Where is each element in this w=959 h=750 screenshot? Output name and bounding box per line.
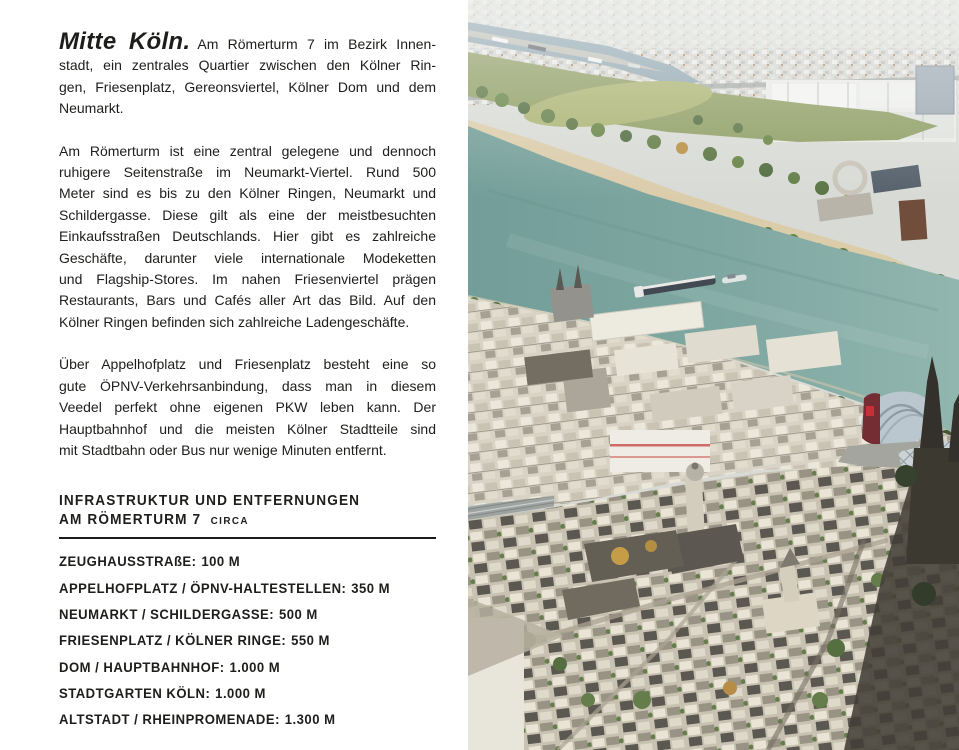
- circa-note: CIRCA: [210, 515, 249, 528]
- distance-item: [59, 628, 425, 654]
- paragraph-line: Hauptbahnhof und die meisten Kölner Stadtteile sind: [59, 420, 436, 437]
- paragraph-line: Kölner Ringen befinden sich zahlreiche Ladengeschäfte.: [59, 313, 410, 330]
- distance-item: [59, 602, 425, 628]
- paragraph-line: stadt, ein zentrales Quartier zwischen den Kölner Rin-: [59, 57, 436, 74]
- distance-label: DOM / HAUPTBAHNHOF :: [59, 660, 229, 675]
- distance-value: 500 M: [278, 606, 318, 622]
- distance-item: [59, 681, 425, 707]
- distance-item: [59, 707, 425, 733]
- infrastructure-title-line1: INFRASTRUKTUR UND ENTFERNUNGEN: [59, 493, 361, 510]
- distance-list: [59, 549, 436, 733]
- distance-value: 1.300 M: [284, 712, 336, 728]
- paragraph-line: gute ÖPNV-Verkehrsanbindung, dass man in diesem: [59, 377, 436, 394]
- infrastructure-title-address: AM RÖMERTURM 7: [59, 512, 202, 529]
- divider-rule: [59, 537, 436, 539]
- distance-item: [59, 549, 425, 575]
- paragraph-line: ruhigere Seitenstraße im Neumarkt-Viertel. Rund 500: [59, 164, 436, 181]
- distance-item: [59, 576, 425, 602]
- distance-value: 1.000 M: [215, 685, 266, 701]
- text-column: [59, 0, 436, 733]
- intro-paragraph: [59, 28, 436, 120]
- page-title: Mitte Köln.: [59, 28, 191, 55]
- paragraph-line: Am Römerturm ist eine zentral gelegene und dennoch: [59, 142, 436, 159]
- paragraph-line: Neumarkt.: [59, 100, 124, 117]
- paragraph-line: Schildergasse. Diese gilt als eine der meistbesuchten: [59, 206, 436, 223]
- transport-paragraph: [59, 354, 436, 461]
- paragraph-line: mit Stadtbahn oder Bus nur wenige Minuten entfernt.: [59, 441, 387, 458]
- distance-label: NEUMARKT / SCHILDERGASSE :: [59, 607, 279, 622]
- distance-label: STADTGARTEN KÖLN :: [59, 686, 215, 701]
- paragraph-line: Veedel perfekt ohne eigenen PKW leben kann. Der: [59, 399, 436, 416]
- paragraph-line: [59, 28, 436, 55]
- infrastructure-section: [59, 492, 436, 733]
- paragraph-line: Geschäfte, darunter viele internationale Modeketten: [59, 249, 436, 266]
- paragraph-line: gen, Friesenplatz, Gereonsviertel, Kölner Dom und dem: [59, 78, 436, 95]
- distance-value: 100 M: [201, 554, 241, 570]
- aerial-photo-cologne: [468, 0, 959, 750]
- distance-value: 1.000 M: [229, 659, 281, 675]
- distance-label: ZEUGHAUSSTRAßE :: [59, 554, 201, 569]
- distance-item: [59, 655, 425, 681]
- aerial-photo: [468, 0, 959, 750]
- distance-value: 550 M: [291, 633, 330, 649]
- paragraph-line-text: Am Römerturm 7 im Bezirk Innen-: [197, 36, 436, 52]
- paragraph-line: Restaurants, Bars und Cafés aller Art das Bild. Auf den: [59, 292, 436, 309]
- shopping-paragraph: [59, 141, 436, 334]
- distance-label: ALTSTADT / RHEINPROMENADE :: [59, 712, 285, 727]
- paragraph-line: Über Appelhofplatz und Friesenplatz besteht eine so: [59, 356, 436, 373]
- distance-label: APPELHOFPLATZ / ÖPNV-HALTESTELLEN :: [59, 581, 351, 596]
- paragraph-line: Einkaufsstraßen Deutschlands. Hier gibt es zahlreiche: [59, 228, 436, 245]
- infrastructure-title-line2: [59, 511, 413, 531]
- distance-value: 350 M: [351, 580, 391, 596]
- paragraph-line: Meter sind es bis zu den Kölner Ringen, Neumarkt und: [59, 185, 436, 202]
- distance-label: FRIESENPLATZ / KÖLNER RINGE :: [59, 633, 291, 648]
- paragraph-line: und Flagship-Stores. Im nahen Friesenviertel prägen: [59, 271, 436, 288]
